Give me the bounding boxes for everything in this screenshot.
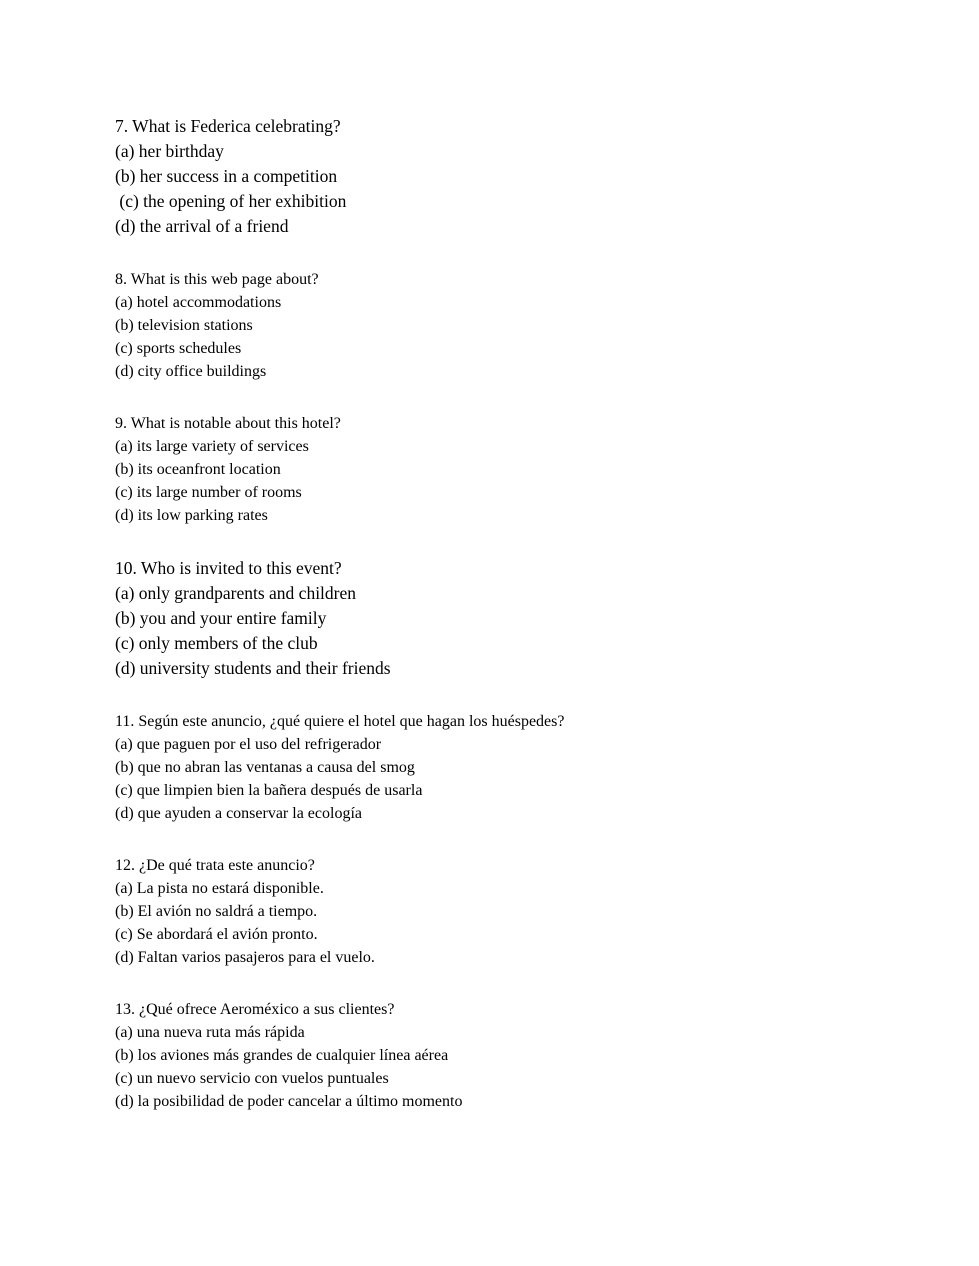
question-block-13 bbox=[115, 998, 939, 1113]
option-d: (d) la posibilidad de poder cancelar a último momento bbox=[115, 1093, 463, 1110]
option-c: (c) its large number of rooms bbox=[115, 484, 302, 501]
option-d: (d) its low parking rates bbox=[115, 507, 268, 524]
option-a: (a) its large variety of services bbox=[115, 438, 309, 455]
option-d: (d) the arrival of a friend bbox=[115, 216, 289, 236]
question-block-9 bbox=[115, 412, 939, 527]
option-d: (d) university students and their friends bbox=[115, 658, 391, 678]
option-b: (b) her success in a competition bbox=[115, 166, 338, 186]
option-b: (b) its oceanfront location bbox=[115, 461, 281, 478]
question-text: 7. What is Federica celebrating? bbox=[115, 116, 341, 136]
option-c: (c) un nuevo servicio con vuelos puntuales bbox=[115, 1070, 389, 1087]
option-c: (c) only members of the club bbox=[115, 633, 318, 653]
question-text: 8. What is this web page about? bbox=[115, 271, 319, 288]
question-block-8 bbox=[115, 268, 939, 383]
option-c: (c) Se abordará el avión pronto. bbox=[115, 926, 318, 943]
question-block-7 bbox=[115, 114, 939, 239]
option-a: (a) una nueva ruta más rápida bbox=[115, 1024, 305, 1041]
option-a: (a) que paguen por el uso del refrigerador bbox=[115, 736, 382, 753]
option-b: (b) los aviones más grandes de cualquier línea aérea bbox=[115, 1047, 449, 1064]
option-d: (d) Faltan varios pasajeros para el vuelo. bbox=[115, 949, 375, 966]
question-text: 12. ¿De qué trata este anuncio? bbox=[115, 857, 315, 874]
option-b: (b) El avión no saldrá a tiempo. bbox=[115, 903, 318, 920]
option-a: (a) La pista no estará disponible. bbox=[115, 880, 324, 897]
question-block-11 bbox=[115, 710, 939, 825]
option-b: (b) que no abran las ventanas a causa del smog bbox=[115, 759, 415, 776]
question-text: 10. Who is invited to this event? bbox=[115, 558, 342, 578]
option-c: (c) que limpien bien la bañera después de usarla bbox=[115, 782, 423, 799]
question-text: 13. ¿Qué ofrece Aeroméxico a sus clientes? bbox=[115, 1001, 395, 1018]
question-block-10 bbox=[115, 556, 939, 681]
option-b: (b) television stations bbox=[115, 317, 253, 334]
question-text: 9. What is notable about this hotel? bbox=[115, 415, 341, 432]
option-b: (b) you and your entire family bbox=[115, 608, 327, 628]
option-a: (a) hotel accommodations bbox=[115, 294, 282, 311]
option-a: (a) only grandparents and children bbox=[115, 583, 357, 603]
option-c: (c) sports schedules bbox=[115, 340, 242, 357]
option-a: (a) her birthday bbox=[115, 141, 224, 161]
question-text: 11. Según este anuncio, ¿qué quiere el hotel que hagan los huéspedes? bbox=[115, 713, 565, 730]
option-c: (c) the opening of her exhibition bbox=[115, 191, 347, 211]
option-d: (d) que ayuden a conservar la ecología bbox=[115, 805, 362, 822]
question-block-12 bbox=[115, 854, 939, 969]
option-d: (d) city office buildings bbox=[115, 363, 267, 380]
